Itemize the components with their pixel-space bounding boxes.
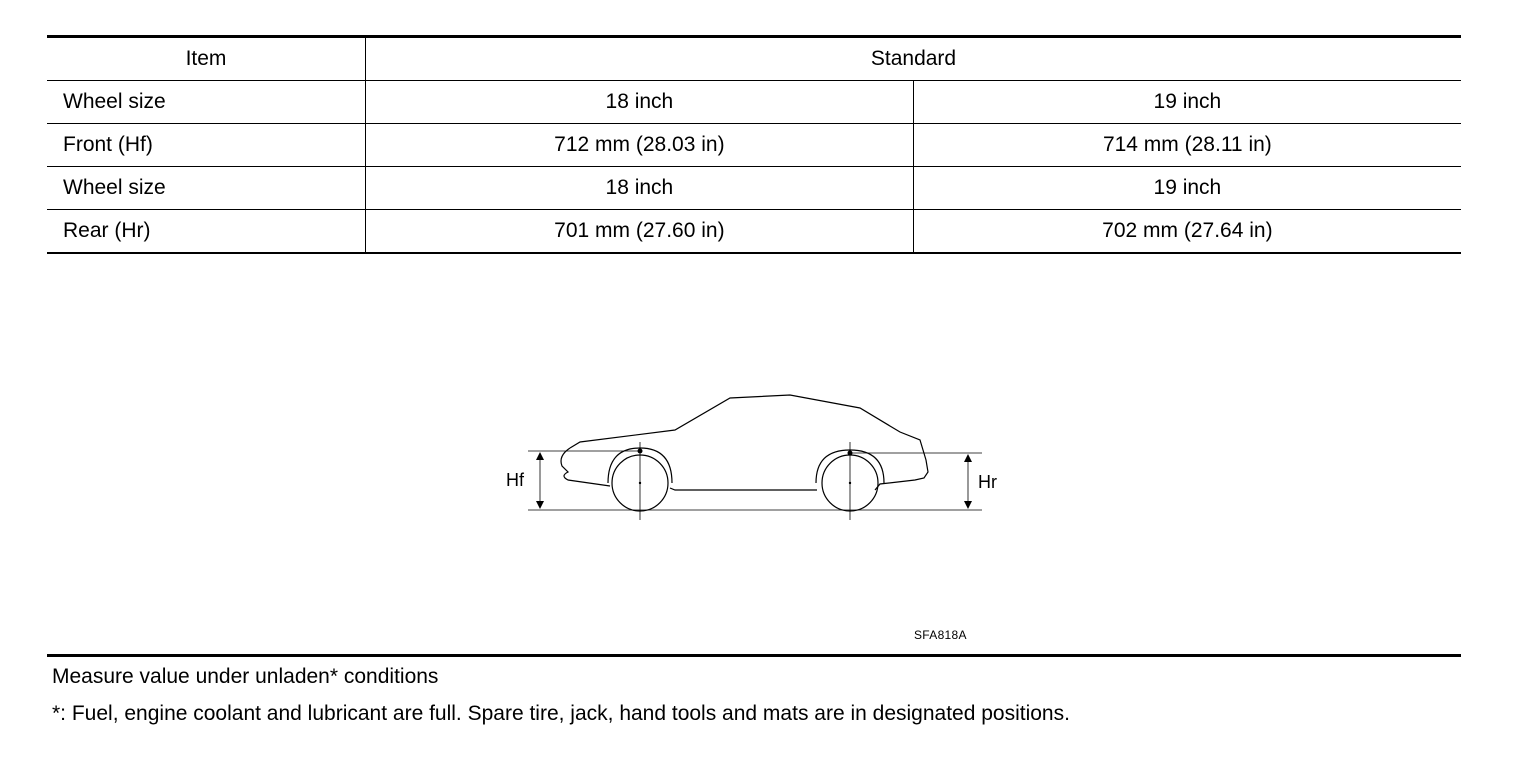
rear-height-label: Hr: [978, 472, 997, 492]
front-arrow-head-bottom: [536, 501, 544, 509]
row-value-19: 702 mm (27.64 in): [913, 210, 1461, 254]
row-value-19: 19 inch: [913, 167, 1461, 210]
rear-wheel-hub: [849, 482, 851, 484]
header-item: Item: [47, 37, 366, 81]
car-front-bumper: [561, 448, 610, 486]
figure-code: SFA818A: [914, 628, 967, 642]
front-arrow-head-top: [536, 452, 544, 460]
row-value-18: 18 inch: [366, 167, 914, 210]
car-side-view-diagram: [490, 380, 1010, 650]
front-wheel-top-point: [638, 449, 643, 454]
section-divider: [47, 654, 1461, 657]
spec-table: [47, 35, 1461, 254]
row-value-18: 701 mm (27.60 in): [366, 210, 914, 254]
footnote: *: Fuel, engine coolant and lubricant are full. Spare tire, jack, hand tools and mats are in designated positions.: [52, 702, 1070, 725]
table-row: [47, 210, 1461, 254]
row-label: Rear (Hr): [47, 210, 366, 254]
condition-note: Measure value under unladen* conditions: [52, 665, 439, 688]
front-height-label: Hf: [506, 470, 524, 490]
table-row: [47, 81, 1461, 124]
car-body-outline: [570, 395, 928, 490]
rear-arrow-head-bottom: [964, 501, 972, 509]
row-value-18: 18 inch: [366, 81, 914, 124]
row-value-18: 712 mm (28.03 in): [366, 124, 914, 167]
row-label: Wheel size: [47, 167, 366, 210]
car-sill-line: [670, 488, 817, 490]
table-row: [47, 167, 1461, 210]
vehicle-height-figure: [490, 380, 1010, 650]
table-row: [47, 124, 1461, 167]
header-standard: Standard: [366, 37, 1462, 81]
rear-arrow-head-top: [964, 454, 972, 462]
rear-wheel-top-point: [848, 451, 853, 456]
row-label: Wheel size: [47, 81, 366, 124]
table-header-row: [47, 37, 1461, 81]
row-value-19: 714 mm (28.11 in): [913, 124, 1461, 167]
front-wheel-hub: [639, 482, 641, 484]
row-value-19: 19 inch: [913, 81, 1461, 124]
row-label: Front (Hf): [47, 124, 366, 167]
